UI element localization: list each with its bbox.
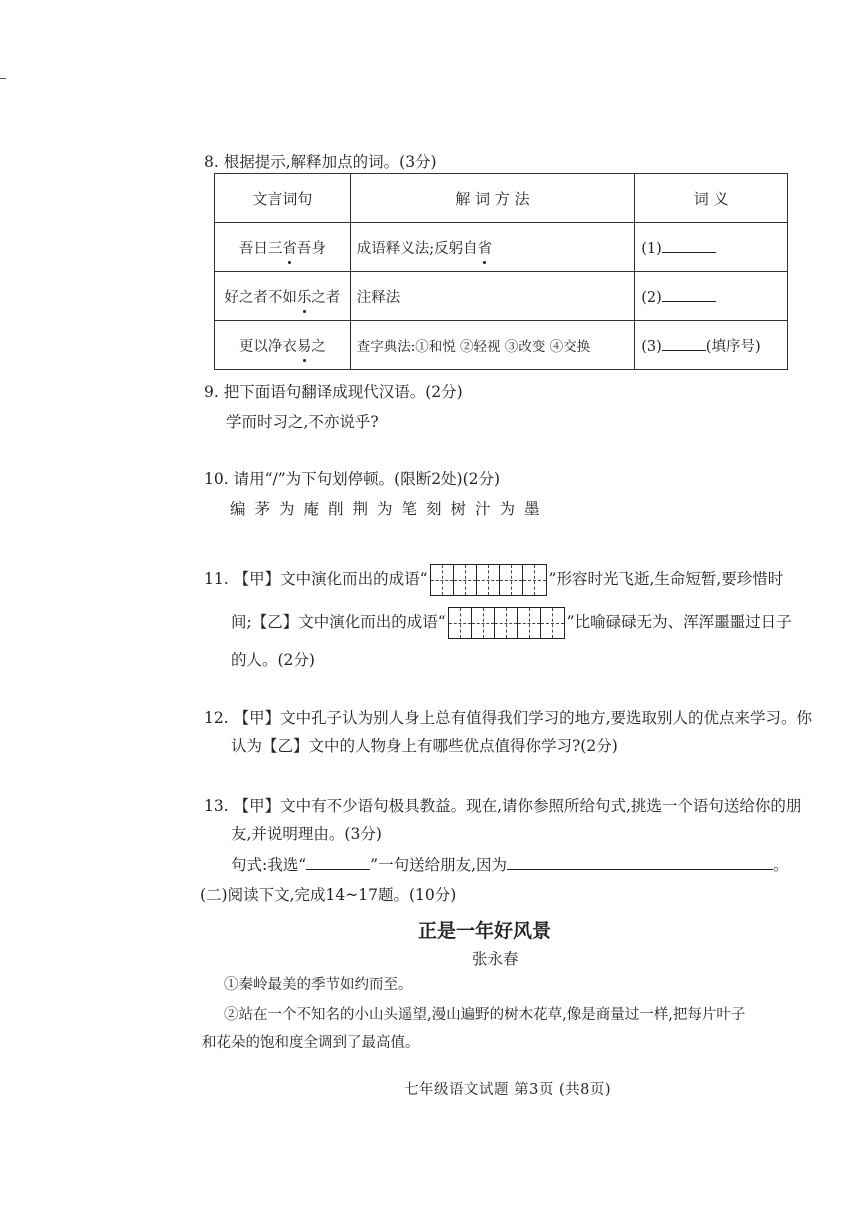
idiom-grid-1[interactable]	[430, 564, 547, 596]
row2-method: 注释法	[350, 272, 635, 321]
q13-line1: 13. 【甲】文中有不少语句极具教益。现在,请你参照所给句式,挑选一个语句送给你的朋	[204, 797, 802, 815]
row1-meaning[interactable]: (1)	[635, 223, 788, 272]
paragraph-2-line1: ②站在一个不知名的小山头遥望,漫山遍野的树木花草,像是商量过一样,把每片叶子	[224, 1007, 746, 1023]
row1-sentence: 吾日三省吾身	[215, 223, 351, 272]
table-header-row	[215, 174, 788, 223]
table-row	[215, 321, 788, 370]
q13-line3: 句式:我选“ ”一句送给朋友,因为 。	[231, 856, 789, 874]
q12-line2: 认为【乙】文中的人物身上有哪些优点值得你学习?(2分)	[231, 737, 618, 755]
q9-stem: 9. 把下面语句翻译成现代汉语。(2分)	[204, 383, 463, 401]
header-sentence: 文言词句	[215, 174, 351, 223]
q10-text: 编茅为庵削荆为笔刻树汁为墨	[230, 500, 549, 518]
q11-line2: 间;【乙】文中演化而出的成语“ ”比喻碌碌无为、浑浑噩噩过日子	[231, 605, 792, 639]
answer-blank[interactable]	[662, 336, 706, 351]
q12-line1: 12. 【甲】文中孔子认为别人身上总有值得我们学习的地方,要选取别人的优点来学习。你	[204, 709, 813, 727]
q10-stem: 10. 请用“/”为下句划停顿。(限断2处)(2分)	[204, 470, 501, 488]
paragraph-1: ①秦岭最美的季节如约而至。	[224, 977, 413, 993]
row3-method: 查字典法:①和悦 ②轻视 ③改变 ④交换	[350, 321, 635, 370]
article-title: 正是一年好风景	[418, 920, 552, 942]
answer-blank[interactable]	[662, 238, 716, 253]
q8-table	[214, 173, 788, 370]
article-author: 张永春	[472, 950, 519, 968]
idiom-grid-2[interactable]	[448, 607, 565, 639]
q9-text: 学而时习之,不亦说乎?	[226, 413, 379, 431]
answer-blank[interactable]	[306, 855, 370, 870]
row2-meaning[interactable]: (2)	[635, 272, 788, 321]
answer-blank[interactable]	[507, 855, 773, 870]
paragraph-2-line2: 和花朵的饱和度全调到了最高值。	[202, 1035, 420, 1051]
page-footer: 七年级语文试题 第3页 (共8页)	[404, 1082, 611, 1098]
row1-method: 成语释义法;反躬自省	[350, 223, 635, 272]
header-meaning: 词 义	[635, 174, 788, 223]
q11-line3: 的人。(2分)	[231, 651, 315, 669]
row2-sentence: 好之者不如乐之者	[215, 272, 351, 321]
header-method: 解 词 方 法	[350, 174, 635, 223]
row3-meaning[interactable]: (3) (填序号)	[635, 321, 788, 370]
table-row	[215, 272, 788, 321]
section-heading: (二)阅读下文,完成14~17题。(10分)	[200, 886, 457, 904]
q13-line2: 友,并说明理由。(3分)	[231, 825, 382, 843]
table-row	[215, 223, 788, 272]
q11-line1: 11. 【甲】文中演化而出的成语“ ”形容时光飞逝,生命短暂,要珍惜时	[204, 562, 783, 596]
row3-sentence: 更以净衣易之	[215, 321, 351, 370]
edge-mark	[0, 78, 6, 79]
answer-blank[interactable]	[662, 287, 716, 302]
q8-stem: 8. 根据提示,解释加点的词。(3分)	[204, 153, 437, 171]
